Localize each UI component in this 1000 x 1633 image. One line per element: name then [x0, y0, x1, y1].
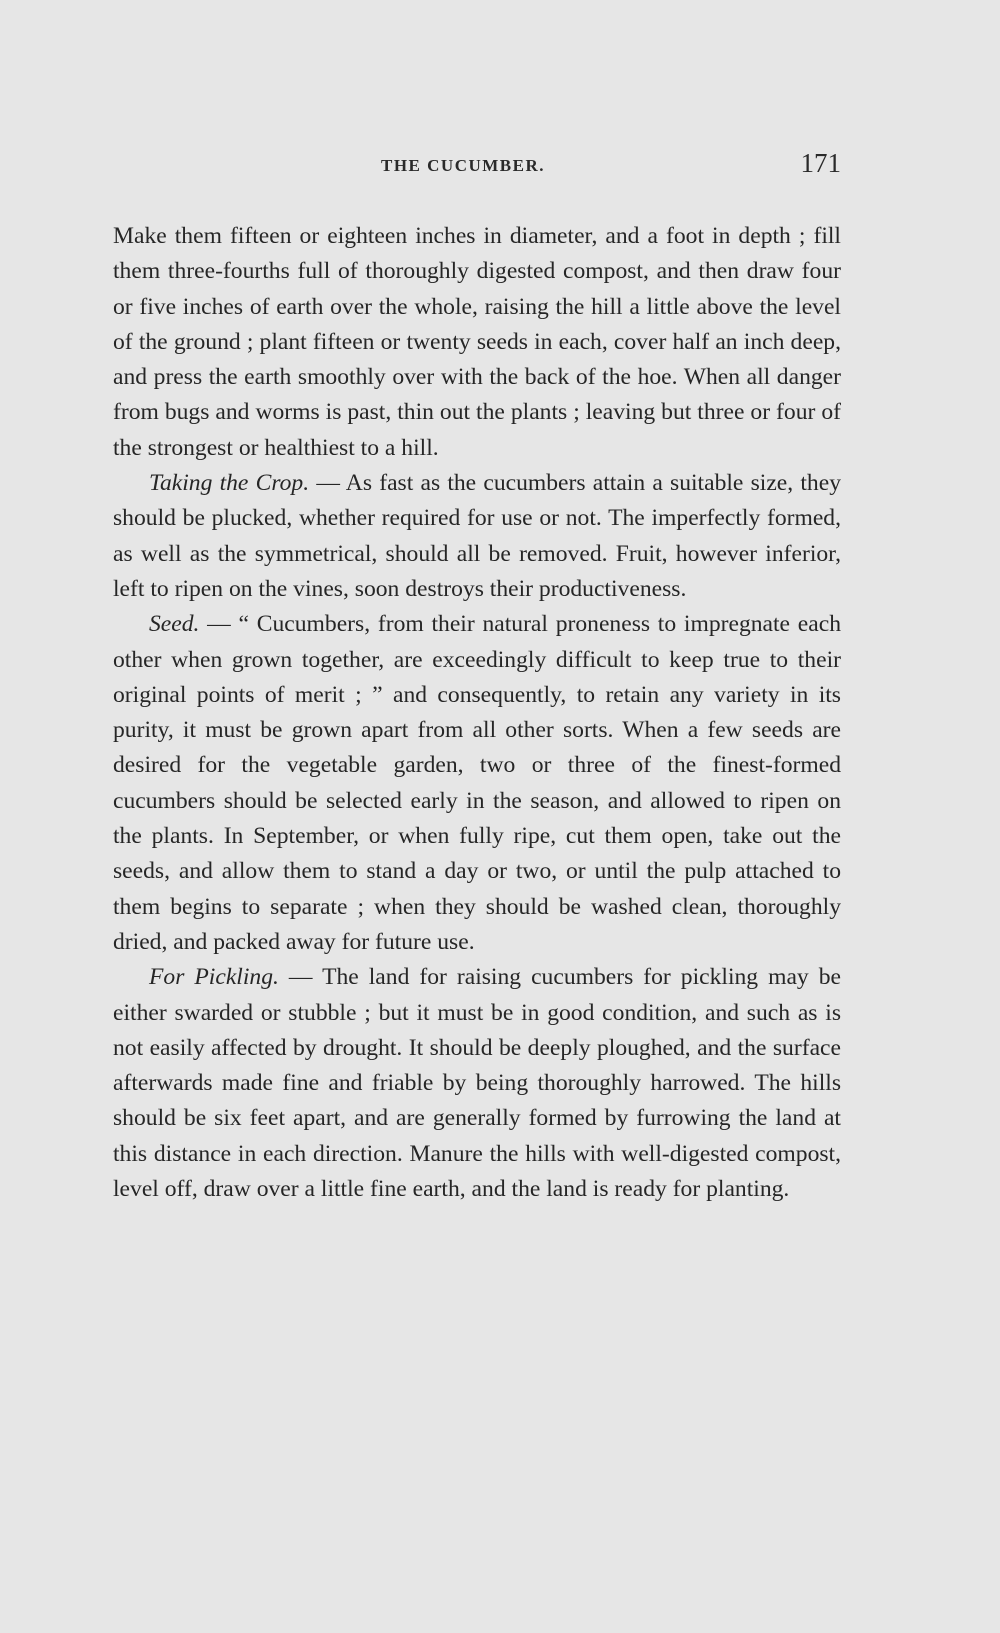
paragraph-for-pickling [113, 960, 841, 1207]
running-head: THE CUCUMBER. [381, 156, 546, 175]
paragraph-text: Make them fifteen or eighteen inches in diameter, and a foot in depth ; fill them three-fourths full of thoroughly digested compost, and then draw four or five inches of earth over the whole, raising the hill a little above the level of the ground ; plant fifteen or twenty seeds in each, cover half an inch deep, and press the earth smoothly over with the back of the hoe. When all danger from bugs and worms is past, thin out the plants ; leaving but three or four of the strongest or healthiest to a hill. [113, 223, 841, 461]
paragraph-text: — The land for raising cucumbers for pickling may be either swarded or stubble ; but it must be in good condition, and such as is not easily affected by drought. It should be deeply ploughed, and the surface afterwards made fine and friable by being thoroughly harrowed. The hills should be six feet apart, and are generally formed by furrowing the land at this distance in each direction. Manure the hills with well-digested compost, level off, draw over a little fine earth, and the land is ready for planting. [113, 964, 841, 1203]
paragraph-lead: Taking the Crop. [149, 470, 310, 497]
page-number: 171 [800, 148, 841, 178]
paragraph-lead: For Pickling. [149, 964, 279, 991]
paragraph-taking-the-crop [113, 466, 841, 607]
paragraph-hills [113, 219, 841, 466]
body-text [113, 219, 841, 1207]
page-header [113, 148, 841, 188]
paragraph-text: — As fast as the cucumbers attain a suitable size, they should be plucked, whether required for use or not. The imperfectly formed, as well as the symmetrical, should all be removed. Fruit, however inferior, left to ripen on the vines, soon destroys their productiveness. [113, 470, 841, 602]
paragraph-text: — “ Cucumbers, from their natural proneness to impregnate each other when grown together, are exceedingly difficult to keep true to their original points of merit ; ” and consequently, to retain any variety in its purity, it must be grown apart from all other sorts. When a few seeds are desired for the vegetable garden, two or three of the finest-formed cucumbers should be selected early in the season, and allowed to ripen on the plants. In September, or when fully ripe, cut them open, take out the seeds, and allow them to stand a day or two, or until the pulp attached to them begins to separate ; when they should be washed clean, thoroughly dried, and packed away for future use. [113, 611, 841, 955]
paragraph-seed [113, 607, 841, 960]
paragraph-lead: Seed. [149, 611, 200, 638]
